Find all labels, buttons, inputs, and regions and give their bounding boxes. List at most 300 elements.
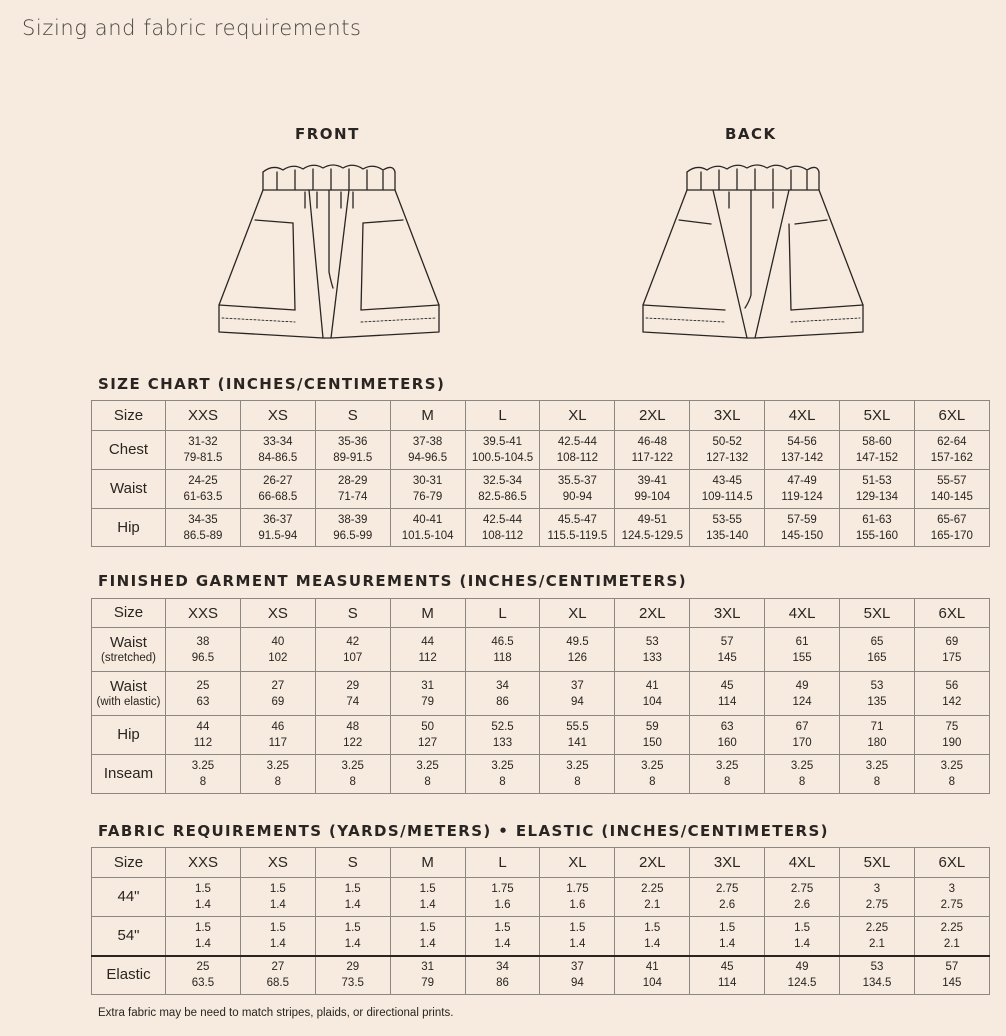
metric-value: 71-74 <box>338 491 368 503</box>
metric-value: 8 <box>798 776 806 788</box>
metric-value: 89-91.5 <box>333 452 373 464</box>
imperial-value: 3.25 <box>416 760 439 772</box>
size-column-header: 3XL <box>690 848 765 878</box>
imperial-value: 44 <box>421 635 435 648</box>
value-cell <box>240 878 315 917</box>
value-cell <box>390 956 465 995</box>
size-column-header: M <box>390 848 465 878</box>
value-cell <box>765 628 840 672</box>
metric-value: 150 <box>642 737 662 749</box>
value-cell <box>540 917 615 956</box>
imperial-value: 1.5 <box>269 883 286 895</box>
metric-value: 86 <box>496 977 509 990</box>
size-header-cell: Size <box>92 401 166 431</box>
imperial-value: 42.5-44 <box>557 436 597 448</box>
metric-value: 129-134 <box>855 491 899 503</box>
value-cell <box>914 672 989 716</box>
metric-value: 141 <box>567 737 587 749</box>
size-column-header: XS <box>240 848 315 878</box>
size-header-cell: Size <box>92 599 166 628</box>
size-column-header: 6XL <box>914 401 989 431</box>
imperial-value: 1.5 <box>194 921 211 934</box>
row-label-text: Elastic <box>106 966 151 984</box>
size-column-header: 2XL <box>615 599 690 628</box>
metric-value: 115.5-119.5 <box>547 529 608 542</box>
metric-value: 1.4 <box>419 937 436 950</box>
metric-value: 99-104 <box>634 491 671 503</box>
metric-value: 107 <box>343 651 363 664</box>
metric-value: 8 <box>723 776 731 788</box>
size-column-header: XL <box>540 401 615 431</box>
value-cell <box>315 672 390 716</box>
value-cell <box>465 470 540 509</box>
imperial-value: 35.5-37 <box>557 475 597 487</box>
imperial-value: 3.25 <box>266 760 290 772</box>
imperial-value: 29 <box>346 679 360 692</box>
size-column-header: 3XL <box>690 599 765 628</box>
value-cell <box>315 956 390 995</box>
value-cell <box>240 716 315 755</box>
value-cell <box>540 431 615 470</box>
value-cell <box>315 628 390 672</box>
table-row <box>92 716 990 755</box>
metric-value: 1.4 <box>644 937 661 950</box>
value-cell <box>540 878 615 917</box>
value-cell <box>166 956 241 995</box>
value-cell <box>914 628 989 672</box>
metric-value: 63 <box>196 695 210 708</box>
size-column-header: 5XL <box>840 848 915 878</box>
imperial-value: 59 <box>645 721 659 733</box>
row-label <box>92 755 166 794</box>
value-cell <box>690 431 765 470</box>
size-column-header: 3XL <box>690 401 765 431</box>
imperial-value: 34 <box>496 679 509 692</box>
row-label-note: (with elastic) <box>96 695 161 708</box>
metric-value: 126 <box>567 651 587 664</box>
back-shorts-illustration <box>639 160 871 348</box>
value-cell <box>166 917 241 956</box>
value-cell <box>240 509 315 547</box>
value-cell <box>240 470 315 509</box>
metric-value: 96.5 <box>191 651 215 664</box>
metric-value: 8 <box>948 776 956 788</box>
table-row <box>92 672 990 716</box>
value-cell <box>240 431 315 470</box>
imperial-value: 31-32 <box>188 436 218 448</box>
imperial-value: 1.5 <box>719 921 736 934</box>
metric-value: 100.5-104.5 <box>471 452 534 464</box>
row-label <box>92 716 166 755</box>
metric-value: 8 <box>349 776 356 788</box>
imperial-value: 50 <box>421 721 435 733</box>
metric-value: 165 <box>867 651 887 664</box>
metric-value: 108-112 <box>481 529 524 542</box>
size-column-header: 4XL <box>765 401 840 431</box>
size-chart-title: SIZE CHART (INCHES/CENTIMETERS) <box>98 375 446 393</box>
metric-value: 8 <box>499 776 506 788</box>
imperial-value: 31 <box>421 961 435 974</box>
metric-value: 112 <box>418 651 437 664</box>
value-cell <box>166 672 241 716</box>
metric-value: 142 <box>942 695 962 708</box>
imperial-value: 37 <box>571 679 584 692</box>
metric-value: 104 <box>642 695 662 708</box>
metric-value: 190 <box>942 737 962 749</box>
value-cell <box>465 956 540 995</box>
metric-value: 1.4 <box>194 899 211 911</box>
size-column-header: XS <box>240 599 315 628</box>
value-cell <box>166 716 241 755</box>
value-cell <box>690 672 765 716</box>
metric-value: 127-132 <box>706 452 749 464</box>
metric-value: 90-94 <box>562 491 593 503</box>
imperial-value: 1.5 <box>794 921 811 934</box>
imperial-value: 3.25 <box>715 760 739 772</box>
value-cell <box>840 956 915 995</box>
row-label-text: Waist <box>110 633 147 651</box>
value-cell <box>390 878 465 917</box>
metric-value: 124.5-129.5 <box>621 529 683 542</box>
fabric-requirements-table <box>91 847 990 995</box>
imperial-value: 48 <box>346 721 360 733</box>
imperial-value: 53-55 <box>712 513 742 526</box>
value-cell <box>390 672 465 716</box>
imperial-value: 32.5-34 <box>483 475 523 487</box>
metric-value: 2.75 <box>865 899 889 911</box>
imperial-value: 53 <box>645 635 659 648</box>
value-cell <box>240 672 315 716</box>
metric-value: 96.5-99 <box>333 529 373 542</box>
value-cell <box>240 917 315 956</box>
metric-value: 8 <box>274 776 282 788</box>
metric-value: 8 <box>424 776 431 788</box>
metric-value: 84-86.5 <box>258 452 298 464</box>
value-cell <box>914 509 989 547</box>
value-cell <box>315 755 390 794</box>
imperial-value: 46-48 <box>637 436 667 448</box>
metric-value: 61-63.5 <box>183 491 223 503</box>
value-cell <box>840 509 915 547</box>
imperial-value: 24-25 <box>188 475 218 487</box>
metric-value: 1.6 <box>494 899 511 911</box>
table-row <box>92 431 990 470</box>
value-cell <box>315 431 390 470</box>
metric-value: 119-124 <box>781 491 823 503</box>
metric-value: 1.4 <box>269 899 286 911</box>
value-cell <box>765 878 840 917</box>
value-cell <box>390 917 465 956</box>
metric-value: 122 <box>343 737 363 749</box>
value-cell <box>690 716 765 755</box>
value-cell <box>765 431 840 470</box>
row-label <box>92 956 166 995</box>
value-cell <box>390 628 465 672</box>
imperial-value: 42.5-44 <box>483 513 523 526</box>
size-column-header: M <box>390 401 465 431</box>
value-cell <box>690 509 765 547</box>
metric-value: 2.1 <box>868 937 885 950</box>
value-cell <box>840 470 915 509</box>
imperial-value: 69 <box>945 635 959 648</box>
value-cell <box>840 716 915 755</box>
imperial-value: 1.5 <box>194 883 211 895</box>
imperial-value: 25 <box>196 679 210 692</box>
row-label <box>92 470 166 509</box>
size-column-header: 6XL <box>914 848 989 878</box>
row-label-text: 44" <box>117 888 140 905</box>
imperial-value: 61-63 <box>862 513 892 526</box>
metric-value: 68.5 <box>266 977 290 990</box>
metric-value: 155 <box>792 651 812 664</box>
metric-value: 135-140 <box>706 529 749 542</box>
imperial-value: 62-64 <box>937 436 967 448</box>
value-cell <box>914 755 989 794</box>
imperial-value: 57-59 <box>787 513 817 526</box>
value-cell <box>914 470 989 509</box>
imperial-value: 37 <box>571 961 584 974</box>
metric-value: 140-145 <box>930 491 973 503</box>
metric-value: 1.4 <box>194 937 211 950</box>
footnote: Extra fabric may be need to match stripes, plaids, or directional prints. <box>98 1007 454 1019</box>
size-column-header: 4XL <box>765 848 840 878</box>
value-cell <box>315 716 390 755</box>
imperial-value: 39.5-41 <box>483 436 523 448</box>
value-cell <box>540 716 615 755</box>
size-column-header: 5XL <box>840 599 915 628</box>
imperial-value: 34 <box>496 961 509 974</box>
row-label <box>92 917 166 956</box>
size-column-header: M <box>390 599 465 628</box>
size-column-header: L <box>465 599 540 628</box>
front-shorts-illustration <box>213 160 445 348</box>
metric-value: 8 <box>574 776 581 788</box>
imperial-value: 33-34 <box>263 436 293 448</box>
value-cell <box>540 509 615 547</box>
imperial-value: 2.75 <box>715 883 739 895</box>
value-cell <box>390 470 465 509</box>
metric-value: 79 <box>421 977 435 990</box>
metric-value: 1.4 <box>344 937 361 950</box>
metric-value: 2.6 <box>719 899 736 911</box>
imperial-value: 46.5 <box>491 635 514 648</box>
metric-value: 124 <box>792 695 812 708</box>
row-label <box>92 672 166 716</box>
imperial-value: 1.5 <box>494 921 511 934</box>
value-cell <box>615 956 690 995</box>
value-cell <box>240 956 315 995</box>
metric-value: 155-160 <box>855 529 899 542</box>
metric-value: 1.6 <box>569 899 586 911</box>
metric-value: 170 <box>792 737 812 749</box>
imperial-value: 41 <box>645 679 659 692</box>
metric-value: 160 <box>717 737 737 749</box>
size-column-header: XXS <box>166 401 241 431</box>
value-cell <box>166 755 241 794</box>
imperial-value: 71 <box>870 721 884 733</box>
metric-value: 118 <box>493 651 512 664</box>
imperial-value: 67 <box>795 721 809 733</box>
header-row <box>92 848 990 878</box>
value-cell <box>540 470 615 509</box>
size-column-header: XL <box>540 848 615 878</box>
imperial-value: 53 <box>870 679 884 692</box>
imperial-value: 53 <box>870 961 884 974</box>
imperial-value: 31 <box>421 679 435 692</box>
imperial-value: 1.5 <box>419 883 436 895</box>
metric-value: 79-81.5 <box>183 452 223 464</box>
value-cell <box>690 628 765 672</box>
value-cell <box>240 755 315 794</box>
imperial-value: 50-52 <box>712 436 742 448</box>
imperial-value: 58-60 <box>862 436 892 448</box>
value-cell <box>914 431 989 470</box>
table-row <box>92 470 990 509</box>
value-cell <box>390 755 465 794</box>
value-cell <box>390 716 465 755</box>
imperial-value: 28-29 <box>338 475 368 487</box>
value-cell <box>765 672 840 716</box>
metric-value: 145 <box>942 977 962 990</box>
header-row <box>92 599 990 628</box>
size-column-header: 2XL <box>615 848 690 878</box>
imperial-value: 3.25 <box>491 760 514 772</box>
metric-value: 2.6 <box>794 899 811 911</box>
row-label-note: (stretched) <box>101 651 156 664</box>
metric-value: 175 <box>942 651 962 664</box>
imperial-value: 38 <box>196 635 210 648</box>
imperial-value: 43-45 <box>712 475 742 487</box>
imperial-value: 39-41 <box>637 475 667 487</box>
metric-value: 86.5-89 <box>183 529 223 542</box>
value-cell <box>240 628 315 672</box>
imperial-value: 3 <box>873 883 881 895</box>
metric-value: 145-150 <box>780 529 824 542</box>
value-cell <box>465 628 540 672</box>
value-cell <box>615 755 690 794</box>
imperial-value: 3.25 <box>341 760 364 772</box>
value-cell <box>914 956 989 995</box>
imperial-value: 41 <box>645 961 659 974</box>
row-label-text: Inseam <box>103 765 154 782</box>
imperial-value: 1.5 <box>419 921 436 934</box>
value-cell <box>540 628 615 672</box>
table-row <box>92 878 990 917</box>
size-column-header: XS <box>240 401 315 431</box>
imperial-value: 45.5-47 <box>557 513 597 526</box>
value-cell <box>615 917 690 956</box>
row-label-text: Hip <box>117 726 140 743</box>
value-cell <box>840 917 915 956</box>
imperial-value: 47-49 <box>787 475 817 487</box>
metric-value: 82.5-86.5 <box>478 491 527 503</box>
metric-value: 157-162 <box>930 452 973 464</box>
value-cell <box>166 431 241 470</box>
metric-value: 137-142 <box>780 452 824 464</box>
value-cell <box>315 878 390 917</box>
size-chart-table <box>91 400 990 547</box>
imperial-value: 46 <box>271 721 285 733</box>
value-cell <box>914 917 989 956</box>
value-cell <box>840 672 915 716</box>
imperial-value: 49 <box>795 961 809 974</box>
value-cell <box>840 431 915 470</box>
imperial-value: 26-27 <box>263 475 293 487</box>
value-cell <box>840 755 915 794</box>
imperial-value: 37-38 <box>412 436 443 448</box>
imperial-value: 57 <box>945 961 959 974</box>
value-cell <box>615 716 690 755</box>
back-view-label: BACK <box>725 125 777 143</box>
imperial-value: 54-56 <box>787 436 817 448</box>
metric-value: 2.1 <box>943 937 960 950</box>
metric-value: 69 <box>271 695 285 708</box>
metric-value: 1.4 <box>794 937 811 950</box>
metric-value: 2.75 <box>940 899 964 911</box>
value-cell <box>465 431 540 470</box>
imperial-value: 3.25 <box>566 760 589 772</box>
row-label-text: 54" <box>117 926 140 944</box>
imperial-value: 29 <box>346 961 360 974</box>
value-cell <box>690 470 765 509</box>
imperial-value: 63 <box>720 721 734 733</box>
row-label <box>92 509 166 547</box>
imperial-value: 40 <box>271 635 285 648</box>
imperial-value: 52.5 <box>491 721 514 733</box>
value-cell <box>765 509 840 547</box>
value-cell <box>615 628 690 672</box>
page-title: Sizing and fabric requirements <box>22 16 362 40</box>
value-cell <box>840 878 915 917</box>
metric-value: 1.4 <box>419 899 436 911</box>
value-cell <box>615 878 690 917</box>
imperial-value: 57 <box>720 635 734 648</box>
value-cell <box>765 917 840 956</box>
finished-measurements-title: FINISHED GARMENT MEASUREMENTS (INCHES/CENTIMETERS) <box>98 572 688 590</box>
metric-value: 133 <box>642 651 662 664</box>
metric-value: 1.4 <box>344 899 361 911</box>
value-cell <box>465 755 540 794</box>
metric-value: 145 <box>717 651 737 664</box>
metric-value: 133 <box>492 737 513 749</box>
value-cell <box>315 470 390 509</box>
imperial-value: 27 <box>271 679 285 692</box>
fabric-requirements-title: FABRIC REQUIREMENTS (YARDS/METERS) • ELASTIC (INCHES/CENTIMETERS) <box>98 822 829 840</box>
metric-value: 73.5 <box>341 977 364 990</box>
imperial-value: 36-37 <box>263 513 293 526</box>
imperial-value: 30-31 <box>412 475 443 487</box>
imperial-value: 2.25 <box>641 883 664 895</box>
imperial-value: 61 <box>795 635 809 648</box>
imperial-value: 35-36 <box>338 436 368 448</box>
metric-value: 124.5 <box>787 977 817 990</box>
table-row <box>92 755 990 794</box>
imperial-value: 1.75 <box>566 883 589 895</box>
value-cell <box>615 509 690 547</box>
metric-value: 8 <box>873 776 881 788</box>
imperial-value: 3.25 <box>641 760 664 772</box>
metric-value: 127 <box>418 737 438 749</box>
value-cell <box>765 956 840 995</box>
value-cell <box>540 672 615 716</box>
value-cell <box>690 917 765 956</box>
metric-value: 8 <box>649 776 656 788</box>
value-cell <box>390 509 465 547</box>
metric-value: 101.5-104 <box>401 529 454 542</box>
value-cell <box>540 956 615 995</box>
size-column-header: S <box>315 848 390 878</box>
value-cell <box>914 716 989 755</box>
